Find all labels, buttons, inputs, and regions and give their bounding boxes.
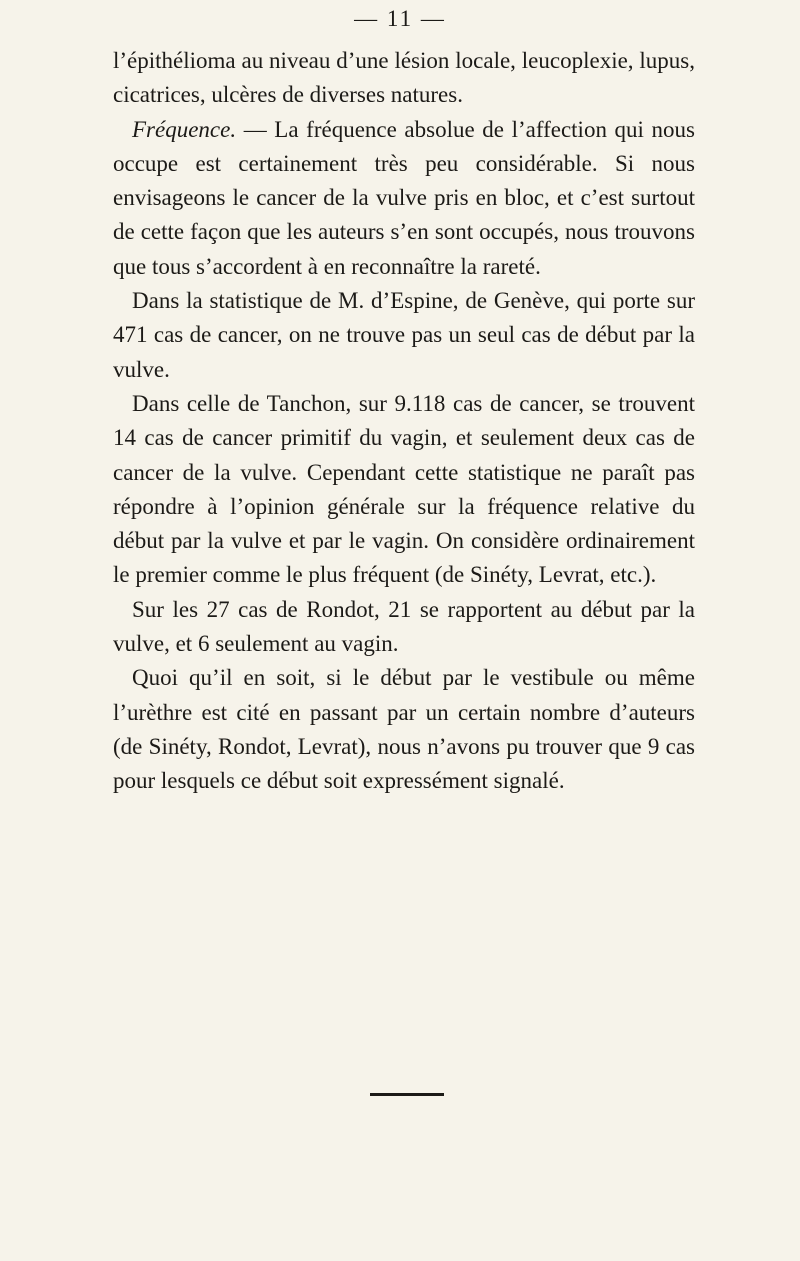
paragraph-frequence-text: — La fréquence absolue de l’affection qui nous occupe est certainement très peu considérable. Si nous envisageons le cancer de la vulve pris en bloc, et c’est surtout de cette façon que les auteurs s’en sont occupés, nous trouvons que tous s’accordent à en reconnaître la rareté. [113,116,695,279]
paragraph-frequence [113,113,695,284]
paragraph-espine: Dans la statistique de M. d’Espine, de Genève, qui porte sur 471 cas de cancer, on ne trouve pas un seul cas de début par la vulve. [113,288,695,382]
paragraph-intro: l’épithélioma au niveau d’une lésion locale, leucoplexie, lupus, cicatrices, ulcères de diverses natures. [113,48,695,108]
body-text [113,44,695,799]
paragraph-rondot: Sur les 27 cas de Rondot, 21 se rapportent au début par la vulve, et 6 seulement au vagin. [113,596,695,657]
page-number: — 11 — [354,6,446,31]
section-divider [370,1093,444,1096]
paragraph-tanchon: Dans celle de Tanchon, sur 9.118 cas de cancer, se trouvent 14 cas de cancer primitif du vagin, et seulement deux cas de cancer de la vulve. Cependant cette statistique ne paraît pas répondre à l’opinion générale sur la fréquence relative du début par la vulve et par le vagin. On considère ordinairement le premier comme le plus fréquent (de Sinéty, Levrat, etc.). [113,390,695,588]
section-title: Fréquence. [132,116,237,142]
paragraph-conclusion: Quoi qu’il en soit, si le début par le vestibule ou même l’urèthre est cité en passant par un certain nombre d’auteurs (de Sinéty, Rondot, Levrat), nous n’avons pu trouver que 9 cas pour lesquels ce début soit expressément signalé. [113,665,695,794]
